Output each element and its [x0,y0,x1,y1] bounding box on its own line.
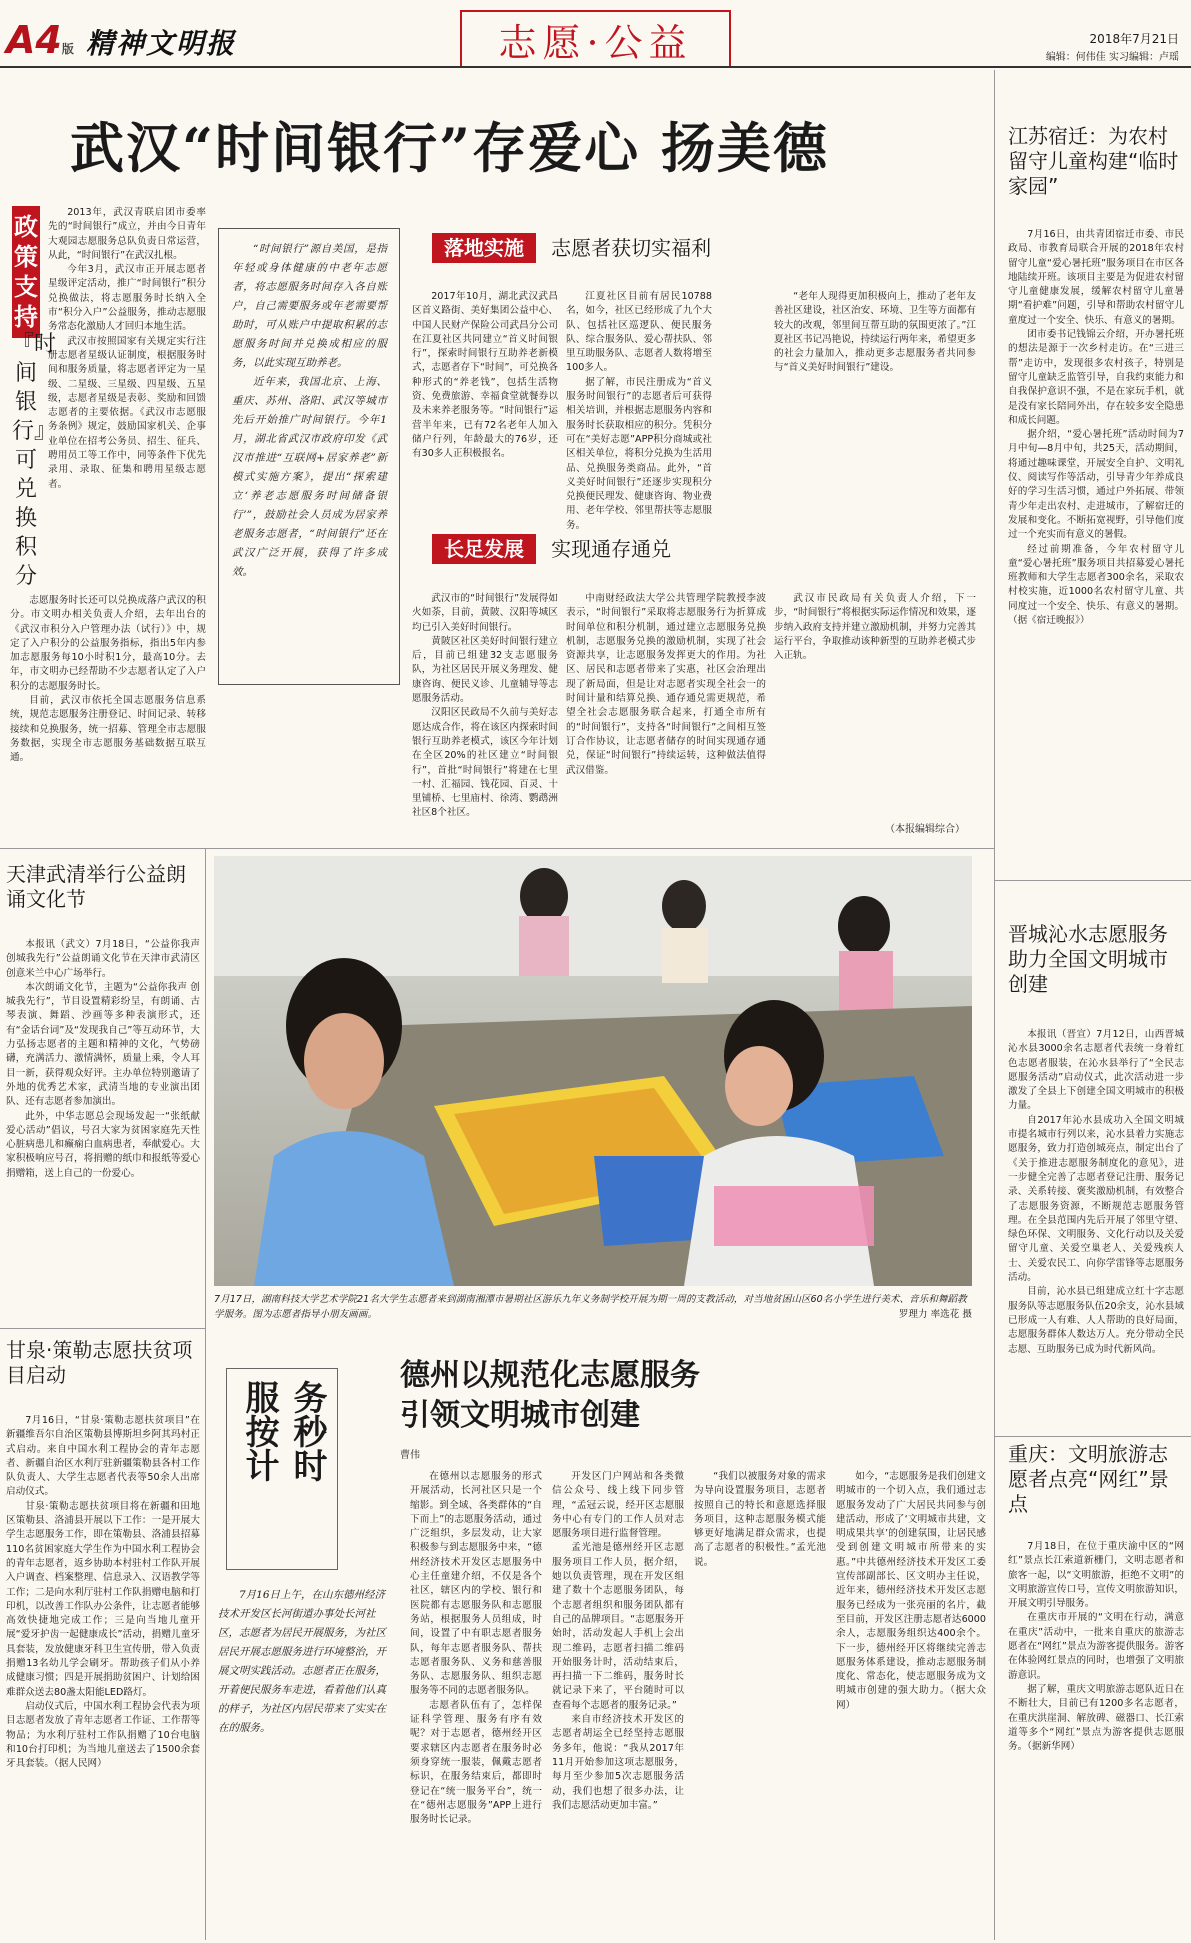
newspaper-brand: 精神文明报 [86,27,237,60]
policy-label: 政策支持 [12,206,40,338]
gansu-title: 甘泉·策勒志愿扶贫项目启动 [6,1338,193,1387]
page-number: A4版 [6,18,74,62]
longterm-col1: 武汉市的“时间银行”发展得如火如荼，目前，黄陂、汉阳等城区均已引入美好时间银行。 黄陂区社区美好时间银行建立后，目前已组建32支志愿服务队，为社区居民开展义务理发、健康咨询、便民义诊、儿童辅导等志愿服务活动。 汉阳区民政局不久前与美好志愿达成合作，将在该区内探索时间银行互助养老模式，该区今年计划在全区20%的社区建立“时间银行”，首批“时间银行”将建在七里一村、汇福园、钱花园、百灵、十里铺桥、七里庙村、徐湾、鹦鹉洲社区8个社区。 [412,593,558,819]
sidebar-text: “时间银行”源自美国，是指年轻或身体健康的中老年志愿者，将志愿服务时间存入各自账户，自己需要服务或年老需要帮助时，可从账户中提取积累的志愿服务时间并兑换成相应的服务，以此实现互助养老。 近年来，我国北京、上海、重庆、苏州、洛阳、武汉等城市先后开始推广时间银行。今年1月，湖北省武汉市政府印发《武汉市推进“互联网+居家养老”新模式实施方案》，提出“探索建立‘养老志愿服务时间储备银行’”，鼓励社会人员成为居家养老服务志愿者，“时间银行”还在武汉广泛开展，获得了许多成效。 [232,243,387,578]
section-divider [994,880,1191,881]
top-rule [0,66,1191,68]
jiangsu-body: 7月16日，由共青团宿迁市委、市民政局、市教育局联合开展的2018年农村留守儿童“爱心暑托班”服务项目在市区各地陆续开班。该项目主要是为促进农村留守儿童健康发展，缓解农村留守儿童暑期“看护难”问题，引导和帮助农村留守儿童度过一个安全、快乐、有意义的暑期。 团市委书记钱锦云介绍，开办暑托班的想法是源于一次乡村走访。在“三进三帮”走访中，发现很多农村孩子，特别是留守儿童缺乏监管引导，自我约束能力和自我保护意识不强，不是在家玩手机，就是没有家长陪同外出，存在较多安全隐患和成长问题。 据介绍，“爱心暑托班”活动时间为7月中旬—8月中旬，共25天，活动期间，将通过趣味课堂，开展安全自护、文明礼仪、阅读写作等活动，引导青少年养成良好的学习生活习惯，通过户外拓展、带领青少年走出农村、走进城市，了解宿迁的发展和变化。不断拓宽视野，引导他们度过一个充实而有意义的暑假。 经过前期准备，今年农村留守儿童“爱心暑托班”服务项目共招募爱心暑托班教师和大学生志愿者300余名，采取农村校实施，近1000名农村留守儿童、共同度过一个安全、快乐、有意义的暑期。（据《宿迁晚报》） [1008,229,1184,627]
service-col2: 开发区门户网站和各类微信公众号、线上线下同步管理，“孟冠云说，经开区志愿服务中心有专门的工作人员对志愿服务项目进行监督管理。 孟光池是德州经开区志愿服务项目工作人员，据介绍，她以负责管理，现在开发区组建了数十个志愿服务团队，每个志愿者组织和服务团队都有自己的品牌项目。“志愿服务开始时，活动发起人手机上会出现二维码，志愿者扫描二维码开始服务计时，活动结束后，再扫描一下二维码，服务时长就记录下来了，平台随时可以查看每个志愿者的服务记录。” 来自市经济技术开发区的志愿者胡运全已经坚持志愿服务多年，他说：“我从2017年11月开始参加这项志愿服务，每月至少参加5次志愿服务活动，我们也想了很多办法，让我们志愿活动更加丰富。” [552,1471,684,1811]
editor-credits: 编辑：何伟佳 实习编辑：卢瑶 [1045,52,1179,63]
photo-caption: 7月17日，湖南科技大学艺术学院21名大学生志愿者来到湖南湘潭市暑期社区游乐九年义务制学校开展为期一周的支教活动，对当地贫困山区60名小学生进行美术、音乐和舞蹈教学服务。图为志愿者指导小朋友画画。 罗理力 率选花 摄 [214,1294,972,1320]
photo-illustration [214,856,972,1286]
service-label-col1: 服按计 [239,1380,279,1482]
jiangsu-title: 江苏宿迁：为农村留守儿童构建“临时家园” [1008,124,1179,198]
service-col3: “我们以被服务对象的需求为导向设置服务项目，志愿者按照自己的特长和意愿选择服务项目，这种志愿服务模式能够更好地满足群众需求，也提高了志愿者的积极性。”孟光池说。 [694,1471,826,1568]
policy-subtitle: 『时间银行』可兑换积分 [12,332,57,589]
column-divider [994,70,995,1940]
tianjin-body: 本报讯（武文）7月18日，“公益你我声 创城我先行”公益朗诵文化节在天津市武清区创意米兰中心广场举行。 本次朗诵文化节，主题为“公益你我声 创城我先行”，节目设置精彩纷呈，有朗诵、古琴表演、舞蹈、沙画等多种表演形式，还有“金话台词”及“发现我自己”等互动环节，大力弘扬志愿者的主题和精神的文化，气势磅礴，充满活力、激情满怀，质量上乘，令人耳目一新，获得观众好评。主办单位特别邀请了外地的优秀艺术家，武清当地的专业演出团队、还有志愿者参加演出。 此外，中华志愿总会现场发起一“张纸献爱心活动”倡议，号召大家为贫困家庭先天性心脏病患儿和癫痫白血病患者，奉献爱心。大家积极响应号召，将捐赠的纸巾和报纸等爱心捐赠箱，送上自己的一份爱心。 [6,939,200,1179]
landing-header [432,232,711,261]
landing-col2: 江夏社区目前有居民10788名，如今，社区已经形成了九个大队、包括社区巡逻队、便民服务队、综合服务队、爱心帮扶队、邻里互助服务队、志愿者人数将增至100多人。 据了解，市民注册成为“首义服务时间银行”的志愿者后可获得相关培训，并根据志愿服务内容和服务时长获取相应的积分。凭积分可在“美好志愿”APP积分商城或社区相关单位，将积分兑换为生活用品、兑换服务类商品。此外，“首义美好时间银行”还逐步实现积分兑换便民理发、健康咨询、物业费用、老年学校、邻里帮扶等志愿服务。 [566,291,712,531]
longterm-subtitle: 实现通存通兑 [551,537,672,561]
policy-body-part2: 志愿服务时长还可以兑换成落户武汉的积分。市文明办相关负责人介绍，去年出台的《武汉市积分入户管理办法（试行）》中，规定了入户积分的公益服务指标，指出5年内参加志愿服务每10小时积1分，最高10分。去年，市文明办已经帮助不少志愿者认定了入户积分的志愿服务时长。 目前，武汉市依托全国志愿服务信息系统，规范志愿服务注册登记、时间记录、转移接续和兑换服务，统一招募、管理全市志愿服务数据，实现全市志愿服务基础数据互联互通。 [10,595,206,764]
section-divider [0,848,994,849]
landing-col3: “老年人现得更加积极向上，推动了老年友善社区建设，社区治安、环境、卫生等方面都有较大的改观，邻里间互帮互助的氛围更浓了。”江夏社区书记冯艳说，持续运行两年来，希望更多的社会力量加入，推动更多志愿服务者共同参与“首义美好时间银行”建设。 [774,291,976,374]
column-divider [205,848,206,1940]
service-lead: 7月16日上午，在山东德州经济技术开发区长河街道办事处长河社区，志愿者为居民开展服务，为社区居民开展志愿服务进行环境整治，开展文明实践活动。志愿者正在服务，开着便民服务车走进，看着他们认真的样子，为社区内居民带来了实实在在的服务。 [218,1589,386,1734]
longterm-tag: 长足发展 [432,534,536,564]
service-col1: 在德州以志愿服务的形式开展活动，长河社区只是一个缩影。到全域、各类群体的“自下而上”的志愿服务活动，通过广泛组织，多层发动，让大家积极参与到志愿服务中来，“德州经济技术开发区志愿服务中心主任童建介绍，不仅是各个社区，辖区内的学校、银行和医院都有志愿服务队和志愿服务站，根据服务人员组成，时间，设置了中有职志愿者服务队，每年志愿者服务队、帮扶志愿者服务队、义务和慈善服务队、志愿服务队、组织志愿服务等不同的志愿者服务队。 志愿者队伍有了，怎样保证科学管理、服务有序有效呢？对于志愿者，德州经开区要求辖区内志愿者在服务时必须身穿统一服装，佩戴志愿者标识，在服务结束后，都即时登记在“统一服务平台”，统一在“德州志愿服务”APP上进行服务时长记录。 [410,1471,542,1826]
landing-col1: 2017年10月，湖北武汉武昌区首义路街、美好集团公益中心、中国人民财产保险公司武昌分公司在江夏社区共同建立“首义时间银行”，探索时间银行互助养老新模式，志愿者存下“时间”，可兑换各种形式的“养老钱”，包括生活物资、免费旅游、幸福食堂就餐券以及未来养老服务等。“时间银行”运营半年来，已有72名老年人加入储户行列，年龄最大的76岁，还有30多人正积极报名。 [412,291,558,460]
gansu-body: 7月16日，“甘泉·策勒志愿扶贫项目”在新疆维吾尔自治区策勒县博斯坦乡阿其玛村正式启动。来自中国水利工程协会的青年志愿者、新疆自治区水利厅驻新疆策勒县各村工作队负责人、大学生志愿者代表等50余人出席启动仪式。 甘泉·策勒志愿扶贫项目将在新疆和田地区策勒县、洛浦县开展以下工作：一是开展大学生志愿服务工作，即在策勒县、洛浦县招募110名贫困家庭大学生作为中国水利工程协会的青年志愿者，返乡协助本村驻村工作队开展入户调查、档案整理、信息录入、汉语教学等工作；二是向水利厅驻村工作队捐赠电脑和打印机，以改善工作队办公条件，让志愿者能够高效快捷地完成工作；三是向当地儿童开展“爱牙护齿一起健康成长”活动，捐赠儿童牙具套装，发放健康牙科卫生宣传册，带入负责捐赠13名幼儿学会刷牙。帮助孩子们从小养成健康习惯；四是开展捐助贫困户、计划给困难群众送去80盏太阳能LED路灯。 启动仪式后，中国水利工程协会代表为项目志愿者发放了青年志愿者工作证、工作帮等物品；为水利厅驻村工作队捐赠了10台电脑和10台打印机；为当地儿童送去了1500余套牙具套装。（据人民网） [6,1415,200,1770]
longterm-col2: 中南财经政法大学公共管理学院教授李波表示，“时间银行”采取将志愿服务行为折算成时间单位和积分机制，通过建立志愿服务兑换机制，志愿服务兑换的激励机制，实现了社会资源共享，让志愿服务发挥更大的作用。为社区、居民和志愿者带来了实惠，社区会治理出现了新局面，但是让对志愿者实现全社会一的时间计量和结算兑换、通存通兑需更规范，希望全社会志愿服务联合起来，打通全市所有的“时间银行”，支持各“时间银行”之间相互签订合作协议，让志愿者储存的时间实现通存通兑，保证“时间银行”持续运转，这种做法值得武汉借鉴。 [566,593,766,776]
volunteer-photo [214,856,972,1286]
section-badge: 志愿·公益 [460,10,731,68]
chongqing-body: 7月18日，在位于重庆渝中区的“网红”景点长江索道新栅门，文明志愿者和旅客一起，以“文明旅游，拒绝不文明”的文明旅游宣传口号，宣传文明旅游知识，开展文明引导服务。 在重庆市开展的“文明在行动，满意在重庆”活动中，一批来自重庆的旅游志愿者在“网红”景点为游客提供服务。游客在体验网红景点的同时，也增强了文明旅游意识。 据了解，重庆文明旅游志愿队近日在不断壮大，目前已有1200多名志愿者，在重庆洪崖洞、解放碑、磁器口、长江索道等多个“网红”景点为游客提供志愿服务。（据新华网） [1008,1541,1184,1753]
tianjin-title: 天津武清举行公益朗诵文化节 [6,862,186,911]
service-byline: 曹伟 [400,1450,420,1461]
main-headline: 武汉“时间银行”存爱心 扬美德 [70,116,829,180]
landing-tag: 落地实施 [432,233,536,263]
service-label-col2: 务秒时 [287,1380,327,1482]
longterm-col3: 武汉市民政局有关负责人介绍，下一步，“时间银行”将根据实际运作情况和效果，逐步纳入政府支持并建立激励机制，并努力完善其运行平台，争取推动该种新型的互助养老模式步入正轨。 [774,593,976,662]
landing-subtitle: 志愿者获切实福利 [551,236,712,260]
issue-date: 2018年7月21日 [1089,32,1179,46]
longterm-credit: （本报编辑综合） [885,824,965,835]
longterm-header [432,533,671,562]
photo-credit: 罗理力 率选花 摄 [898,1309,972,1320]
section-divider [994,1436,1191,1437]
service-col4: 如今，“志愿服务是我们创建文明城市的一个切入点，我们通过志愿服务发动了广大居民共同参与创建活动，形成了‘文明城市共建，文明成果共享’的创建氛围，让居民感受到创建文明城市所带来的实惠。”中共德州经济技术开发区工委宣传部副部长、区文明办主任说，近年来，德州经济技术开发区志愿服务已经成为一张亮丽的名片，截至目前，开发区注册志愿者达6000余人，志愿服务组织达400余个。下一步，德州经开区将继续完善志愿服务体系建设，推动志愿服务制度化、常态化，使志愿服务成为文明城市创建的强大助力。（据大众网） [836,1471,986,1711]
section-divider [0,1328,205,1329]
shanxi-body: 本报讯（晋宣）7月12日，山西晋城沁水县3000余名志愿者代表统一身着红色志愿者服装，在沁水县举行了“全民志愿服务活动”启动仪式，此次活动进一步激发了全县上下创建全国文明城市的积极力量。 自2017年沁水县成功入全国文明城市提名城市行列以来，沁水县着力实施志愿服务，致力打造创城亮点，制定出台了《关于推进志愿服务制度化的意见》，进一步健全完善了志愿者登记注册、服务记录、关系转接、褒奖激励机制，有效整合了志愿服务资源，不断规范志愿服务管理。在全县范围内先后开展了邻里守望、绿色环保、文明服务、文化行动以及关爱留守儿童、关爱空巢老人、关爱残疾人士、关爱农民工、向你学雷锋等志愿服务活动。 目前，沁水县已组建成立红十字志愿服务队等志愿服务队伍20余支，沁水县域已形成一人有难、人人帮助的良好局面，志愿服务群体人数达万人。充分带动全民志愿、互助服务已成为时代新风尚。 [1008,1029,1184,1355]
chongqing-title: 重庆：文明旅游志愿者点亮“网红”景点 [1008,1442,1169,1516]
service-headline: 德州以规范化志愿服务 引领文明城市创建 [400,1358,700,1433]
policy-body-part1: 2013年，武汉青联启团市委率先的“时间银行”成立，并由今日青年大观园志愿服务总队负责日常运营，从此，“时间银行”在武汉扎根。 今年3月，武汉市正开展志愿者星级评定活动，推广“时间银行”积分兑换做法，将志愿服务时长纳入全市“积分入户”公益服务，推动志愿服务常态化激励人才回归本地生活。 武汉市按照国家有关规定实行注册志愿者星级认证制度，根据服务时间和服务质量，将志愿者评定为一星级、二星级、三星级、四星级、五星级，志愿者星级是表彰、奖励和回馈志愿者的主要依据。《武汉市志愿服务条例》规定，鼓励国家机关、企事业单位在招考公务员、招生、征兵、聘用员工等工作中，同等条件下优先录用、录取、征集和聘用星级志愿者。 [48,207,206,490]
shanxi-title: 晋城沁水志愿服务助力全国文明城市创建 [1008,922,1168,996]
